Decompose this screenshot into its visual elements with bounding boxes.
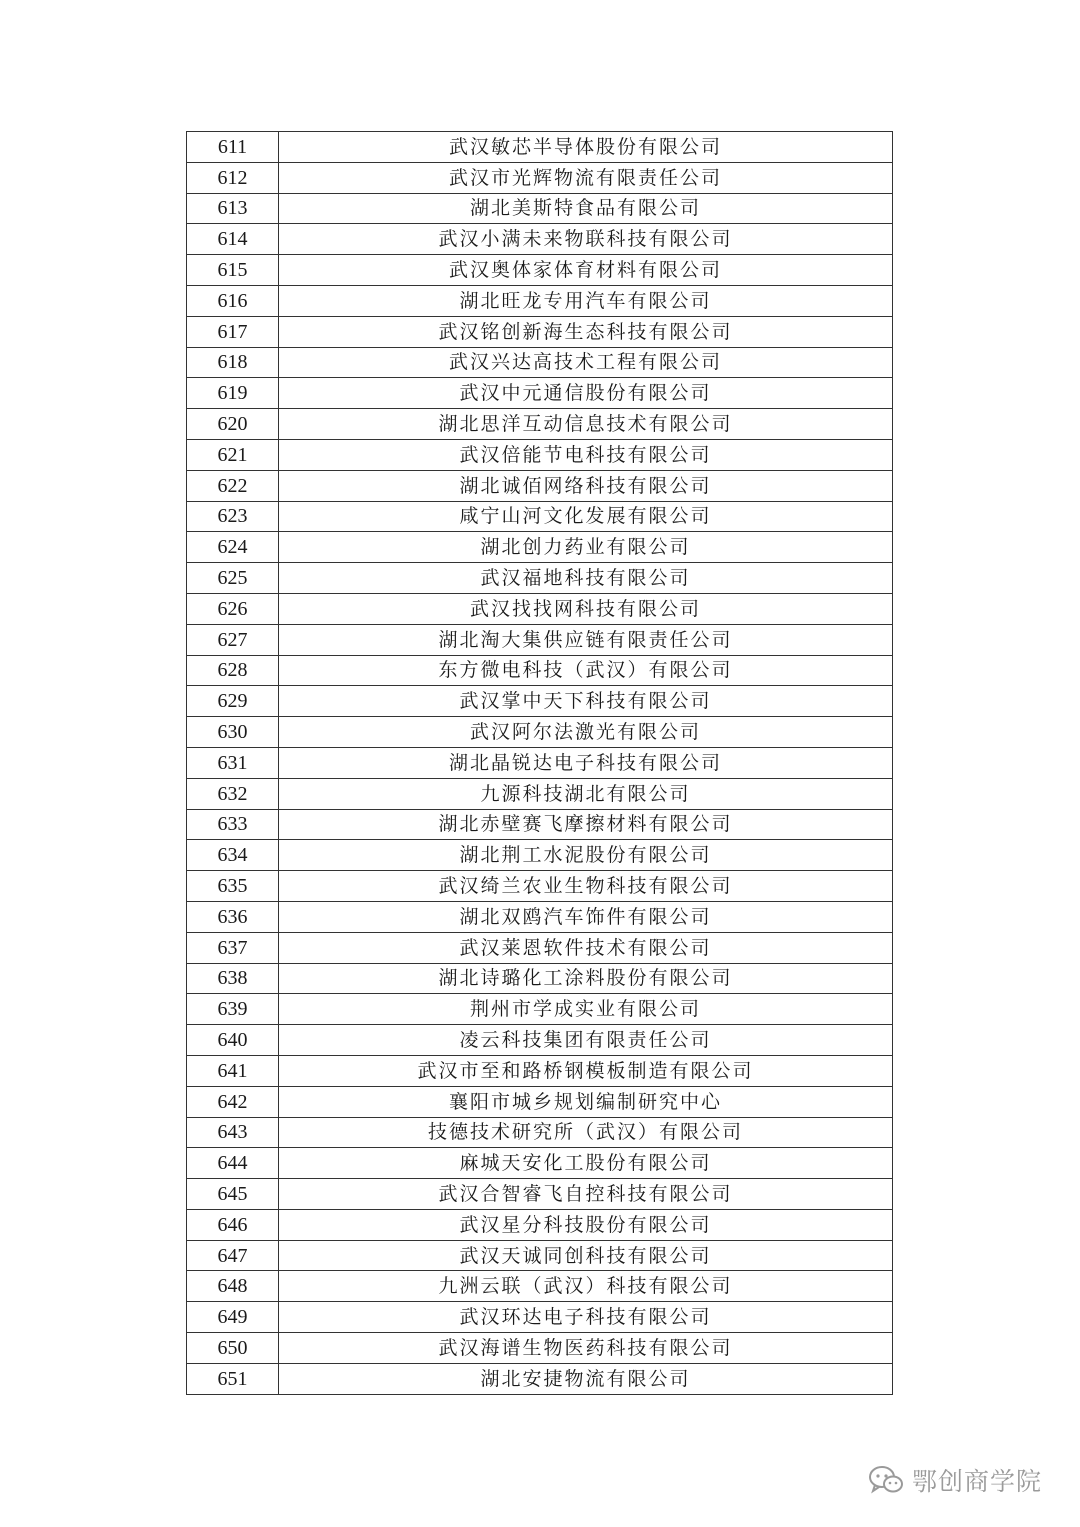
company-name: 九洲云联（武汉）科技有限公司	[279, 1271, 893, 1302]
table-row	[187, 439, 893, 470]
row-number: 623	[187, 501, 279, 532]
table-row	[187, 255, 893, 286]
table-row	[187, 347, 893, 378]
row-number: 648	[187, 1271, 279, 1302]
table-row	[187, 655, 893, 686]
row-number: 634	[187, 840, 279, 871]
company-name: 湖北美斯特食品有限公司	[279, 193, 893, 224]
company-name: 武汉找找网科技有限公司	[279, 593, 893, 624]
row-number: 645	[187, 1179, 279, 1210]
table-row	[187, 1271, 893, 1302]
row-number: 627	[187, 624, 279, 655]
company-name: 武汉掌中天下科技有限公司	[279, 686, 893, 717]
company-name: 湖北安捷物流有限公司	[279, 1363, 893, 1394]
row-number: 621	[187, 439, 279, 470]
row-number: 646	[187, 1209, 279, 1240]
table-row	[187, 1302, 893, 1333]
row-number: 651	[187, 1363, 279, 1394]
company-name: 武汉星分科技股份有限公司	[279, 1209, 893, 1240]
row-number: 643	[187, 1117, 279, 1148]
table-row	[187, 686, 893, 717]
company-name: 武汉莱恩软件技术有限公司	[279, 932, 893, 963]
table-row	[187, 593, 893, 624]
company-name: 凌云科技集团有限责任公司	[279, 1025, 893, 1056]
company-name: 武汉敏芯半导体股份有限公司	[279, 132, 893, 163]
table-row	[187, 1179, 893, 1210]
company-name: 湖北诗璐化工涂料股份有限公司	[279, 963, 893, 994]
company-name: 武汉中元通信股份有限公司	[279, 378, 893, 409]
table-row	[187, 409, 893, 440]
table-row	[187, 1055, 893, 1086]
row-number: 650	[187, 1333, 279, 1364]
table-row	[187, 747, 893, 778]
company-name: 武汉兴达高技术工程有限公司	[279, 347, 893, 378]
company-name: 武汉倍能节电科技有限公司	[279, 439, 893, 470]
company-name: 武汉铭创新海生态科技有限公司	[279, 316, 893, 347]
company-name: 武汉海谱生物医药科技有限公司	[279, 1333, 893, 1364]
watermark	[868, 1462, 1042, 1498]
table-row	[187, 132, 893, 163]
table-row	[187, 809, 893, 840]
table-row	[187, 1363, 893, 1394]
company-name: 武汉小满未来物联科技有限公司	[279, 224, 893, 255]
row-number: 647	[187, 1240, 279, 1271]
table-row	[187, 871, 893, 902]
company-name: 九源科技湖北有限公司	[279, 778, 893, 809]
row-number: 615	[187, 255, 279, 286]
row-number: 611	[187, 132, 279, 163]
row-number: 638	[187, 963, 279, 994]
company-name: 武汉天诚同创科技有限公司	[279, 1240, 893, 1271]
row-number: 630	[187, 717, 279, 748]
table-row	[187, 932, 893, 963]
table-row	[187, 840, 893, 871]
company-name: 技德技术研究所（武汉）有限公司	[279, 1117, 893, 1148]
row-number: 617	[187, 316, 279, 347]
company-list-table	[186, 131, 893, 1395]
company-name: 武汉市至和路桥钢模板制造有限公司	[279, 1055, 893, 1086]
row-number: 637	[187, 932, 279, 963]
company-name: 武汉绮兰农业生物科技有限公司	[279, 871, 893, 902]
row-number: 624	[187, 532, 279, 563]
row-number: 641	[187, 1055, 279, 1086]
table-row	[187, 1117, 893, 1148]
table-row	[187, 963, 893, 994]
row-number: 622	[187, 470, 279, 501]
table-row	[187, 470, 893, 501]
row-number: 631	[187, 747, 279, 778]
company-name: 麻城天安化工股份有限公司	[279, 1148, 893, 1179]
row-number: 636	[187, 901, 279, 932]
table-row	[187, 1240, 893, 1271]
company-name: 湖北荆工水泥股份有限公司	[279, 840, 893, 871]
company-name: 湖北诚佰网络科技有限公司	[279, 470, 893, 501]
row-number: 620	[187, 409, 279, 440]
wechat-icon	[868, 1465, 904, 1495]
table-row	[187, 532, 893, 563]
company-list-body	[187, 132, 893, 1395]
table-row	[187, 501, 893, 532]
row-number: 616	[187, 285, 279, 316]
row-number: 618	[187, 347, 279, 378]
table-row	[187, 162, 893, 193]
company-name: 武汉市光辉物流有限责任公司	[279, 162, 893, 193]
company-name: 襄阳市城乡规划编制研究中心	[279, 1086, 893, 1117]
company-name: 湖北双鸥汽车饰件有限公司	[279, 901, 893, 932]
row-number: 613	[187, 193, 279, 224]
table-row	[187, 285, 893, 316]
table-row	[187, 717, 893, 748]
row-number: 642	[187, 1086, 279, 1117]
company-name: 武汉福地科技有限公司	[279, 563, 893, 594]
table-row	[187, 1333, 893, 1364]
row-number: 628	[187, 655, 279, 686]
company-name: 武汉阿尔法激光有限公司	[279, 717, 893, 748]
row-number: 629	[187, 686, 279, 717]
company-name: 湖北旺龙专用汽车有限公司	[279, 285, 893, 316]
row-number: 625	[187, 563, 279, 594]
table-row	[187, 224, 893, 255]
company-name: 咸宁山河文化发展有限公司	[279, 501, 893, 532]
company-name: 东方微电科技（武汉）有限公司	[279, 655, 893, 686]
company-name: 湖北赤壁赛飞摩擦材料有限公司	[279, 809, 893, 840]
table-row	[187, 901, 893, 932]
company-name: 湖北思洋互动信息技术有限公司	[279, 409, 893, 440]
row-number: 612	[187, 162, 279, 193]
row-number: 635	[187, 871, 279, 902]
table-row	[187, 1209, 893, 1240]
company-name: 湖北创力药业有限公司	[279, 532, 893, 563]
row-number: 640	[187, 1025, 279, 1056]
table-row	[187, 994, 893, 1025]
company-name: 湖北淘大集供应链有限责任公司	[279, 624, 893, 655]
table-row	[187, 1148, 893, 1179]
table-row	[187, 316, 893, 347]
row-number: 649	[187, 1302, 279, 1333]
row-number: 614	[187, 224, 279, 255]
table-row	[187, 193, 893, 224]
table-row	[187, 1086, 893, 1117]
table-row	[187, 378, 893, 409]
table-row	[187, 624, 893, 655]
row-number: 632	[187, 778, 279, 809]
row-number: 633	[187, 809, 279, 840]
table-row	[187, 563, 893, 594]
company-name: 荆州市学成实业有限公司	[279, 994, 893, 1025]
company-name: 武汉合智睿飞自控科技有限公司	[279, 1179, 893, 1210]
company-name: 湖北晶锐达电子科技有限公司	[279, 747, 893, 778]
table-row	[187, 1025, 893, 1056]
row-number: 626	[187, 593, 279, 624]
row-number: 619	[187, 378, 279, 409]
company-name: 武汉环达电子科技有限公司	[279, 1302, 893, 1333]
watermark-text: 鄂创商学院	[912, 1467, 1043, 1496]
row-number: 644	[187, 1148, 279, 1179]
table-row	[187, 778, 893, 809]
company-name: 武汉奥体家体育材料有限公司	[279, 255, 893, 286]
row-number: 639	[187, 994, 279, 1025]
